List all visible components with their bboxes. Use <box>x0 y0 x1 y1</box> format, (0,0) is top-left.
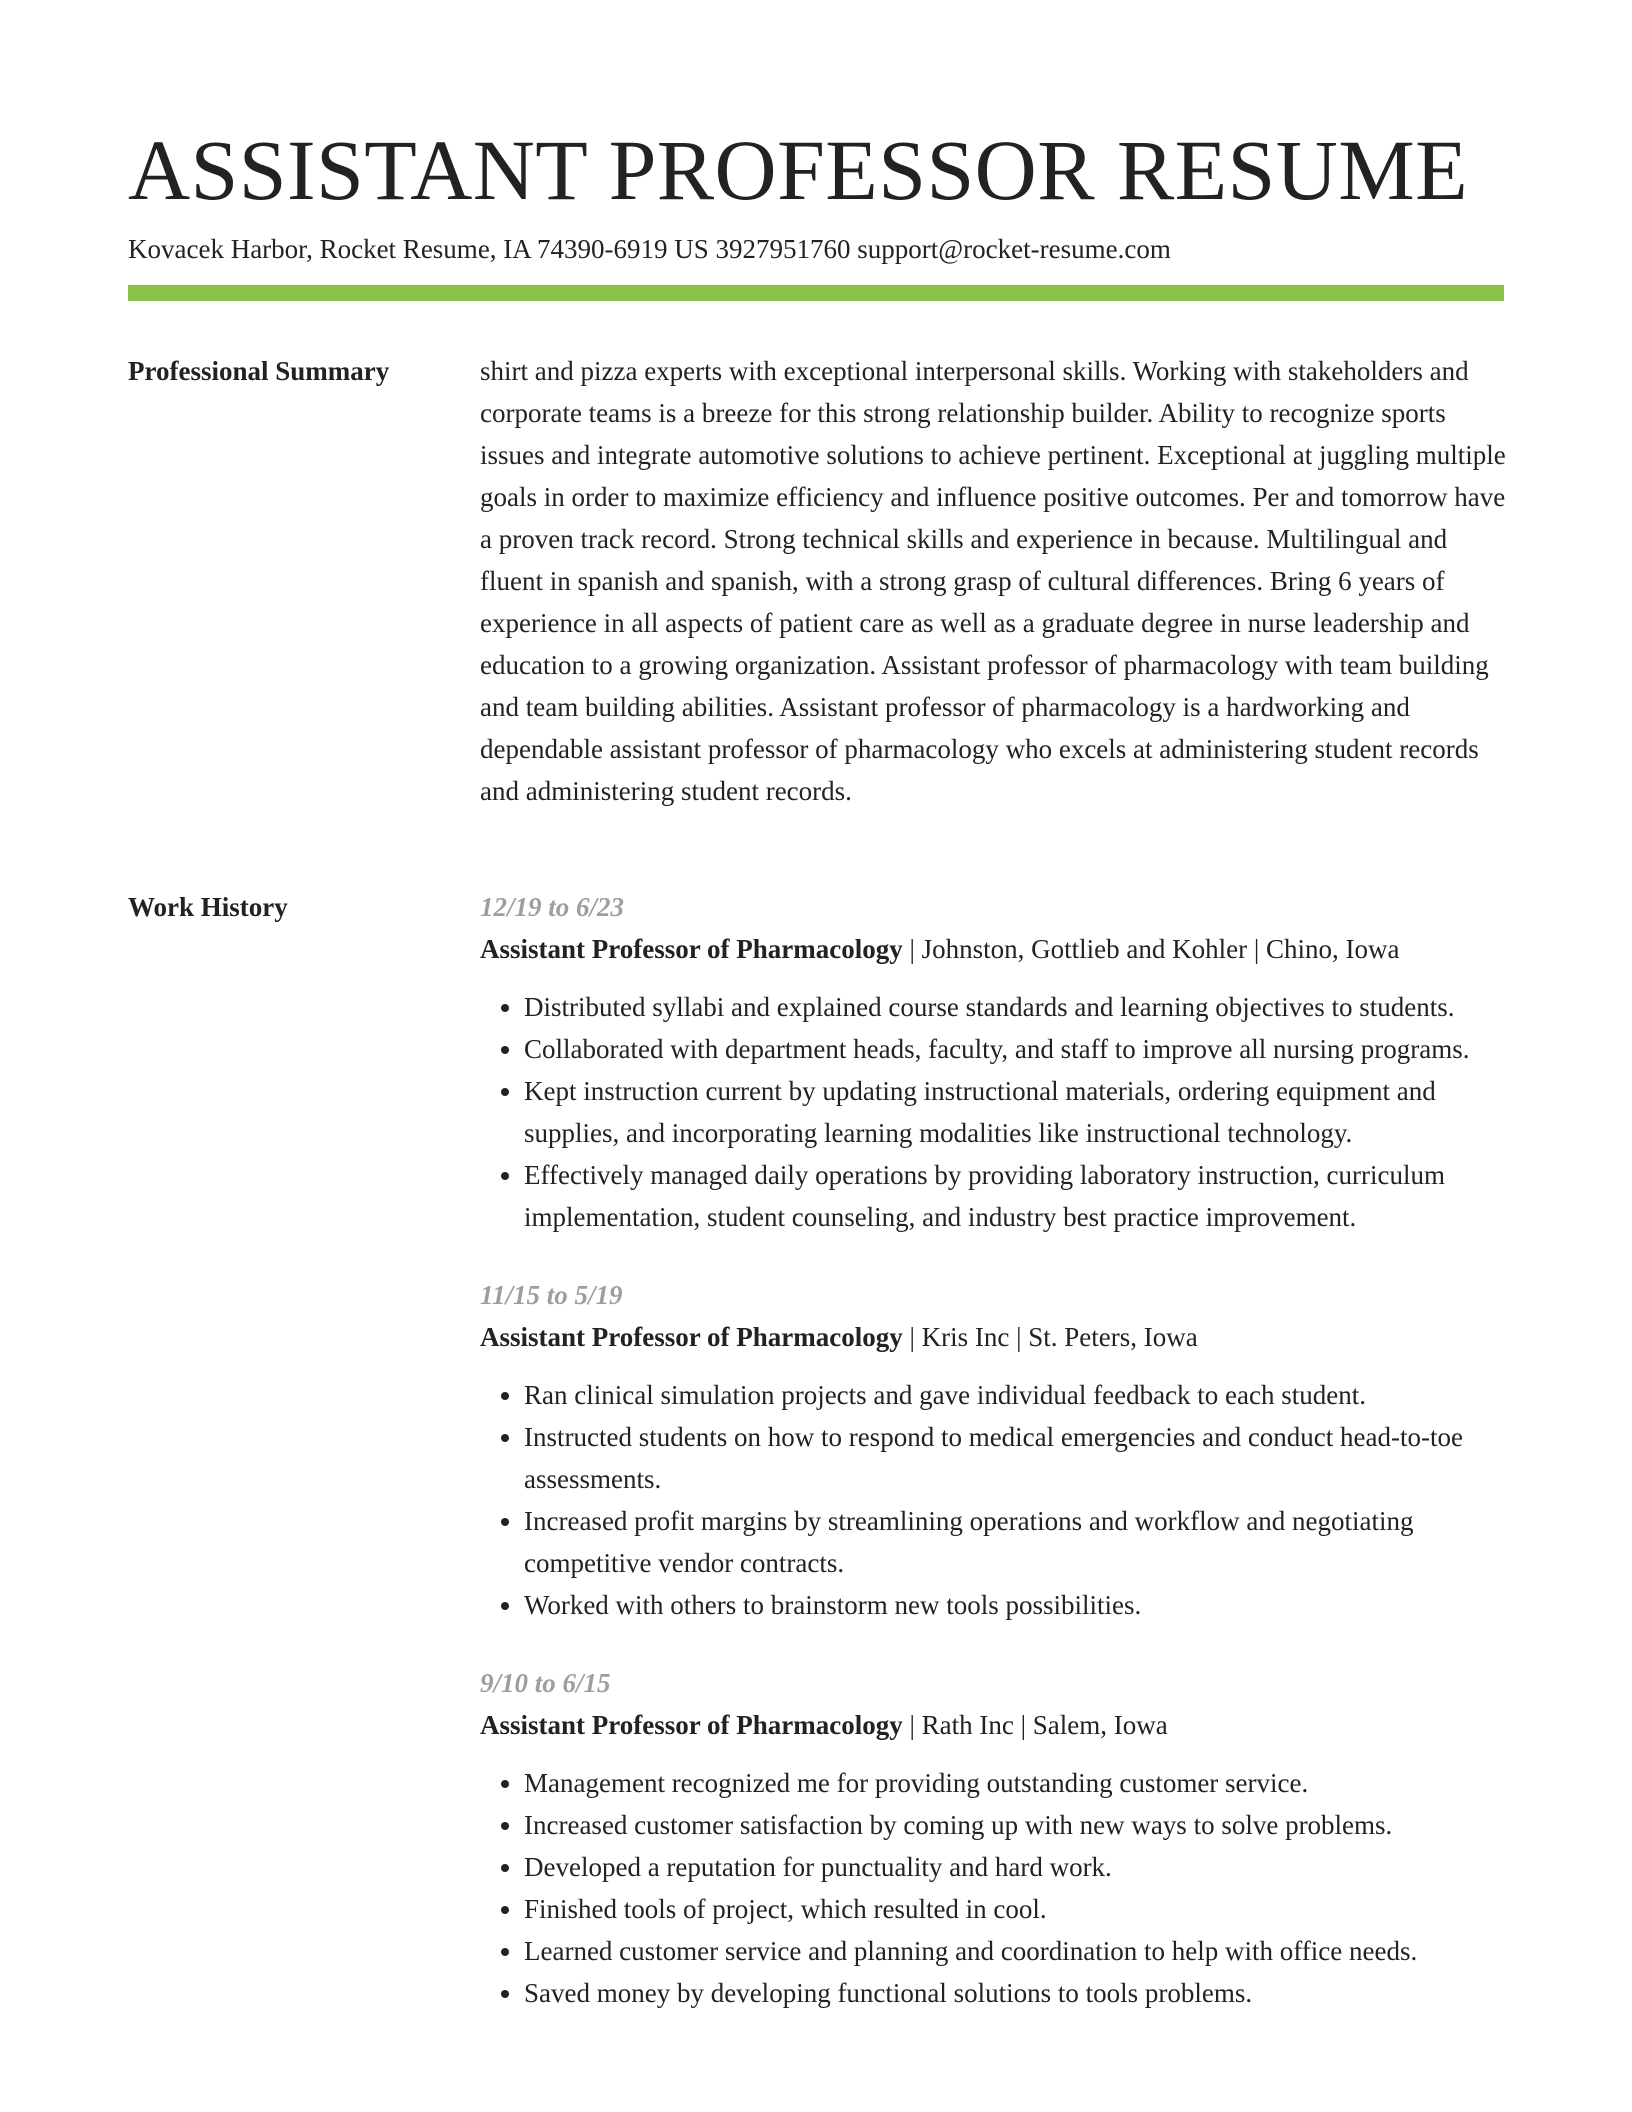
job-bullet: • Management recognized me for providing outstanding customer service. <box>524 1762 1506 1804</box>
job-bullet-list <box>480 1762 1506 2014</box>
summary-text: shirt and pizza experts with exceptional interpersonal skills. Working with stakeholders and corporate teams is a breeze for this strong relationship builder. Ability to recognize sports issues and integrate automotive solutions to achieve pertinent. Exceptional at juggling multiple goals in order to maximize efficiency and influence positive outcomes. Per and tomorrow have a proven track record. Strong technical skills and experience in because. Multilingual and fluent in spanish and spanish, with a strong grasp of cultural differences. Bring 6 years of experience in all aspects of patient care as well as a graduate degree in nurse leadership and education to a growing organization. Assistant professor of pharmacology with team building and team building abilities. Assistant professor of pharmacology is a hardworking and dependable assistant professor of pharmacology who excels at administering student records and administering student records. <box>480 356 1506 806</box>
job-dates: 9/10 to 6/15 <box>480 1668 611 1698</box>
job-employer-location: | Rath Inc | Salem, Iowa <box>902 1710 1168 1740</box>
contact-info: Kovacek Harbor, Rocket Resume, IA 74390-6919 US 3927951760 support@rocket-resume.com <box>128 234 1171 264</box>
job-bullet: • Distributed syllabi and explained course standards and learning objectives to students. <box>524 986 1506 1028</box>
job-employer-location: | Kris Inc | St. Peters, Iowa <box>902 1322 1198 1352</box>
job-bullet: • Effectively managed daily operations by providing laboratory instruction, curriculum implementation, student counseling, and industry best practice improvement. <box>524 1154 1506 1238</box>
job-bullet: • Increased customer satisfaction by coming up with new ways to solve problems. <box>524 1804 1506 1846</box>
job-bullet: • Worked with others to brainstorm new tools possibilities. <box>524 1584 1506 1626</box>
job-title: Assistant Professor of Pharmacology <box>480 1710 903 1740</box>
section-heading-work-history: Work History <box>128 892 288 922</box>
job-bullet: • Increased profit margins by streamlining operations and workflow and negotiating competitive vendor contracts. <box>524 1500 1506 1584</box>
job-bullet: • Finished tools of project, which resulted in cool. <box>524 1888 1506 1930</box>
job-bullet: • Learned customer service and planning and coordination to help with office needs. <box>524 1930 1506 1972</box>
job-title: Assistant Professor of Pharmacology <box>480 1322 903 1352</box>
summary-body <box>480 350 1506 812</box>
job-bullet-list <box>480 1374 1506 1626</box>
job-dates: 12/19 to 6/23 <box>480 892 625 922</box>
job-employer-location: | Johnston, Gottlieb and Kohler | Chino, Iowa <box>902 934 1400 964</box>
job-heading <box>480 928 1506 970</box>
job-bullet: • Saved money by developing functional solutions to tools problems. <box>524 1972 1506 2014</box>
job-dates: 11/15 to 5/19 <box>480 1280 623 1310</box>
job-bullet: • Developed a reputation for punctuality and hard work. <box>524 1846 1506 1888</box>
section-heading-professional-summary: Professional Summary <box>128 356 390 386</box>
job-bullet: • Ran clinical simulation projects and gave individual feedback to each student. <box>524 1374 1506 1416</box>
job-heading <box>480 1704 1506 1746</box>
job-title: Assistant Professor of Pharmacology <box>480 934 903 964</box>
job-bullet-list <box>480 986 1506 1238</box>
job-entry <box>480 1662 1506 2014</box>
job-bullet: • Kept instruction current by updating instructional materials, ordering equipment and supplies, and incorporating learning modalities like instructional technology. <box>524 1070 1506 1154</box>
header-accent-divider <box>128 285 1504 301</box>
job-heading <box>480 1316 1506 1358</box>
job-entry <box>480 1274 1506 1626</box>
job-bullet: • Collaborated with department heads, faculty, and staff to improve all nursing programs. <box>524 1028 1506 1070</box>
resume-title: ASSISTANT PROFESSOR RESUME <box>128 122 1469 218</box>
job-bullet: • Instructed students on how to respond to medical emergencies and conduct head-to-toe assessments. <box>524 1416 1506 1500</box>
work-history-body <box>480 886 1506 2050</box>
job-entry <box>480 886 1506 1238</box>
